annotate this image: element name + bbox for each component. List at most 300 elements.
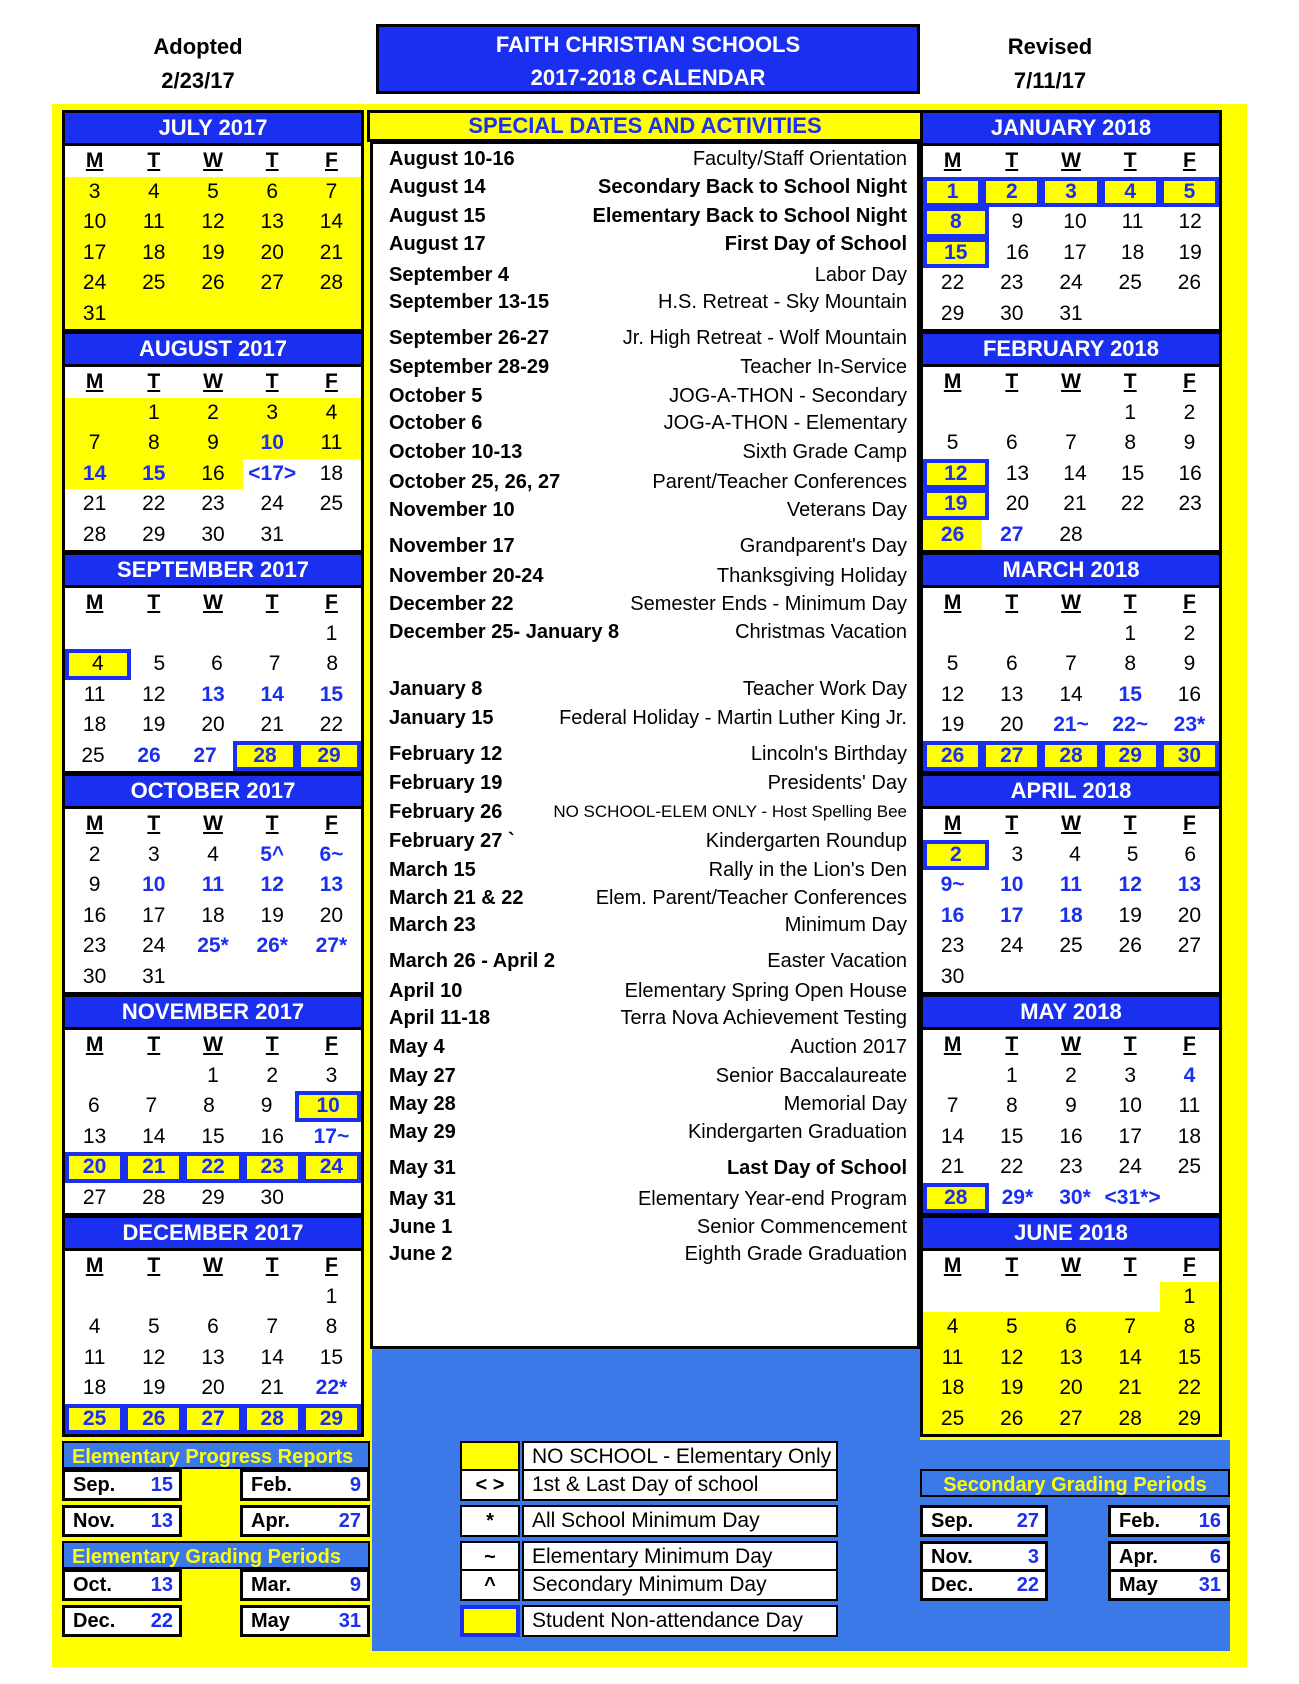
day-cell: 14 — [65, 459, 124, 490]
weekday-label: M — [85, 370, 104, 393]
weekday-label: F — [1183, 1254, 1196, 1277]
event-date: August 10-16 — [389, 148, 515, 170]
day-cell — [1160, 299, 1219, 330]
day-cell: 6 — [243, 177, 302, 208]
day-cell: 26 — [982, 1404, 1041, 1435]
day-cell: 30 — [260, 1185, 284, 1209]
weekday-label: M — [943, 149, 962, 172]
sec-grading-cell: Nov. 3 — [920, 1541, 1048, 1573]
day-cell: 1 — [325, 621, 338, 645]
event-activity: Federal Holiday - Martin Luther King Jr. — [559, 707, 907, 729]
elem-grading-cell: Mar. 9 — [240, 1569, 370, 1601]
day-cell: 25 — [319, 492, 344, 515]
elem-progress-cell: Apr. 27 — [240, 1505, 370, 1537]
weekday-header — [65, 809, 361, 840]
day-cell: 25 — [923, 1404, 982, 1435]
week-row — [923, 870, 1219, 901]
day-cell: 10 — [1000, 873, 1024, 896]
event-activity: Teacher In-Service — [740, 356, 907, 378]
day-cell: 12 — [260, 873, 284, 896]
event-activity: Jr. High Retreat - Wolf Mountain — [622, 327, 907, 349]
month-title: OCTOBER 2017 — [65, 776, 361, 809]
event-row — [373, 1089, 917, 1119]
day-cell — [243, 962, 302, 993]
day-cell: 30 — [201, 522, 225, 546]
event-date: September 4 — [389, 264, 510, 286]
day-cell: 20 — [319, 903, 344, 927]
day-cell: 9 — [1183, 431, 1196, 454]
day-cell: 7 — [145, 1094, 158, 1117]
week-row — [923, 1343, 1219, 1374]
day-cell: 4 — [1183, 1063, 1196, 1087]
day-cell: 2 — [88, 842, 101, 866]
event-row — [373, 201, 917, 231]
weekday-header — [923, 588, 1219, 619]
day-cell: 27 — [1177, 934, 1202, 957]
weekday-label: W — [203, 1033, 223, 1056]
weekday-header — [923, 367, 1219, 398]
day-cell: 13 — [1000, 682, 1024, 706]
day-cell: 9 — [88, 873, 101, 896]
week-row — [923, 428, 1219, 459]
day-cell: 16 — [1005, 240, 1030, 264]
day-cell: 23 — [1059, 1155, 1083, 1178]
revised-date: 7/11/17 — [1013, 68, 1087, 93]
day-cell: 12 — [940, 682, 965, 706]
day-cell: 27 — [1041, 1404, 1100, 1435]
calendar-title — [376, 24, 920, 94]
day-cell: 24 — [1059, 271, 1083, 294]
day-cell: 23 — [940, 934, 965, 957]
day-cell: 24 — [142, 934, 166, 957]
event-activity: Parent/Teacher Conferences — [652, 471, 907, 493]
week-row — [65, 1282, 361, 1313]
day-cell: 18 — [124, 238, 183, 269]
weekday-label: T — [265, 370, 279, 393]
day-cell: 18 — [1120, 240, 1145, 264]
event-row — [373, 768, 917, 798]
day-cell: 16 — [183, 459, 242, 490]
event-date: December 22 — [389, 593, 514, 615]
week-row — [923, 1091, 1219, 1122]
month-title: MAY 2018 — [923, 997, 1219, 1030]
day-cell: 19 — [982, 1373, 1041, 1404]
event-activity: Last Day of School — [726, 1157, 907, 1179]
event-activity: Presidents' Day — [767, 772, 907, 794]
event-row — [373, 1032, 917, 1062]
day-cell: 26 — [1118, 934, 1142, 957]
weekday-label: M — [943, 370, 962, 393]
day-cell: 14 — [142, 1124, 166, 1148]
day-cell: 9 — [183, 428, 242, 459]
day-cell: 1 — [923, 177, 982, 208]
week-row — [65, 1373, 361, 1404]
month-title: JULY 2017 — [65, 113, 361, 146]
day-cell — [124, 619, 183, 650]
day-cell — [982, 962, 1041, 993]
event-row — [373, 617, 917, 647]
day-cell: 4 — [207, 842, 219, 866]
day-cell — [982, 398, 1041, 429]
week-row — [923, 649, 1219, 680]
day-cell: 6 — [1184, 842, 1197, 866]
day-cell: 2 — [1183, 621, 1196, 645]
week-row — [65, 177, 361, 208]
event-row — [373, 855, 917, 885]
event-row — [373, 1003, 917, 1033]
weekday-label: F — [1183, 591, 1196, 614]
event-date: October 10-13 — [389, 441, 523, 463]
event-activity: Kindergarten Graduation — [687, 1121, 907, 1143]
day-cell: 21~ — [1053, 713, 1089, 736]
weekday-label: W — [1061, 1254, 1081, 1277]
event-row — [373, 1212, 917, 1242]
weekday-label: T — [1123, 591, 1137, 614]
event-activity: Veterans Day — [786, 499, 907, 521]
day-cell — [923, 1061, 982, 1092]
week-row — [65, 649, 361, 680]
week-row — [65, 428, 361, 459]
event-date: February 26 — [389, 801, 503, 823]
day-cell: 20 — [1005, 492, 1030, 515]
event-date: September 26-27 — [389, 327, 550, 349]
week-row — [65, 459, 361, 490]
day-cell: 5 — [982, 1312, 1041, 1343]
day-cell: <17> — [248, 461, 297, 485]
month-october-2017 — [62, 773, 364, 995]
weekday-header — [923, 1251, 1219, 1282]
day-cell — [1101, 962, 1160, 993]
month-february-2018 — [920, 331, 1222, 553]
day-cell: 5 — [183, 177, 242, 208]
day-cell: 1 — [124, 398, 183, 429]
day-cell: 15 — [1160, 1343, 1219, 1374]
day-cell: 5 — [1160, 177, 1219, 208]
sec-grading-cell: Dec. 22 — [920, 1569, 1048, 1601]
day-cell: 4 — [88, 1315, 101, 1338]
day-cell — [183, 299, 242, 330]
week-row — [65, 1091, 361, 1122]
day-cell: 12 — [923, 459, 989, 490]
day-cell: 28 — [233, 741, 297, 772]
day-cell: 25 — [1118, 271, 1142, 294]
day-cell: 19 — [260, 903, 284, 927]
week-row — [65, 840, 361, 871]
event-date: February 27 ` — [389, 830, 515, 852]
revised-block — [920, 30, 1180, 98]
weekday-label: F — [1183, 812, 1196, 835]
day-cell: 20 — [1177, 903, 1202, 927]
week-row — [923, 962, 1219, 993]
day-cell: 9 — [260, 1094, 273, 1117]
day-cell: 25 — [1177, 1155, 1202, 1178]
day-cell: 11 — [923, 1343, 982, 1374]
day-cell: 17~ — [313, 1124, 350, 1148]
event-row — [373, 287, 917, 317]
week-row — [923, 1404, 1219, 1435]
week-row — [923, 1061, 1219, 1092]
elem-progress-title: Elementary Progress Reports — [62, 1441, 370, 1469]
day-cell: 21 — [82, 492, 107, 515]
day-cell: 22 — [319, 713, 344, 736]
month-november-2017 — [62, 994, 364, 1216]
blue-fill-right-top — [920, 1440, 1230, 1452]
day-cell: 15 — [319, 1345, 344, 1369]
event-date: November 10 — [389, 499, 515, 521]
day-cell: 18 — [1059, 903, 1083, 927]
day-cell: 19 — [142, 713, 166, 736]
elem-progress-cell: Nov. 13 — [62, 1505, 182, 1537]
day-cell — [1041, 398, 1100, 429]
event-row — [373, 381, 917, 411]
weekday-label: M — [943, 1033, 962, 1056]
week-row — [923, 931, 1219, 962]
event-activity: Lincoln's Birthday — [750, 743, 907, 765]
day-cell: 21 — [260, 713, 284, 736]
day-cell: 17 — [65, 238, 124, 269]
weekday-label: T — [265, 149, 279, 172]
week-row — [923, 1282, 1219, 1313]
day-cell: 10 — [1118, 1094, 1142, 1117]
day-cell: 11 — [201, 873, 225, 896]
weekday-label: T — [1123, 370, 1137, 393]
day-cell — [65, 398, 124, 429]
day-cell: 12 — [1178, 210, 1202, 233]
weekday-label: T — [1123, 149, 1137, 172]
month-title: FEBRUARY 2018 — [923, 334, 1219, 367]
weekday-label: T — [1123, 1033, 1137, 1056]
event-activity: NO SCHOOL-ELEM ONLY - Host Spelling Bee — [553, 802, 907, 821]
week-row — [923, 489, 1219, 520]
day-cell: 28 — [142, 1185, 166, 1209]
event-row — [373, 352, 917, 382]
week-row — [923, 710, 1219, 741]
day-cell: 11 — [124, 207, 183, 238]
event-date: August 14 — [389, 176, 486, 198]
month-july-2017 — [62, 110, 364, 332]
day-cell: 21 — [302, 238, 361, 269]
week-row — [923, 177, 1219, 208]
weekday-label: T — [147, 591, 161, 614]
day-cell: 3 — [1041, 177, 1100, 208]
month-title: SEPTEMBER 2017 — [65, 555, 361, 588]
event-row — [373, 739, 917, 769]
day-cell: 8 — [923, 207, 989, 238]
weekday-label: W — [1061, 1033, 1081, 1056]
day-cell: 26 — [137, 743, 161, 767]
day-cell: 11 — [1059, 873, 1083, 896]
day-cell: 15 — [201, 1124, 225, 1148]
weekday-label: M — [85, 812, 104, 835]
weekday-label: W — [203, 812, 223, 835]
day-cell: 27 — [982, 741, 1041, 772]
day-cell: 20 — [201, 1376, 225, 1399]
day-cell: 17 — [1063, 240, 1087, 264]
day-cell: 27 — [82, 1185, 107, 1209]
event-date: April 11-18 — [389, 1007, 491, 1029]
day-cell: 1 — [1124, 621, 1137, 645]
day-cell: 29 — [1160, 1404, 1219, 1435]
week-row — [65, 1312, 361, 1343]
day-cell: 14 — [940, 1124, 965, 1148]
day-cell: 9 — [1183, 652, 1196, 675]
day-cell: 9 — [1011, 210, 1024, 233]
elem-grading-cell: Dec. 22 — [62, 1605, 182, 1637]
day-cell: 22 — [940, 271, 965, 294]
day-cell: 8 — [1160, 1312, 1219, 1343]
event-row — [373, 260, 917, 290]
calendar-year: 2017-2018 CALENDAR — [530, 65, 766, 90]
legend-text: NO SCHOOL - Elementary Only — [522, 1441, 838, 1473]
day-cell: 4 — [1101, 177, 1160, 208]
day-cell: 21 — [1063, 492, 1087, 515]
day-cell — [1160, 520, 1219, 551]
day-cell: 19 — [183, 238, 242, 269]
day-cell: 14 — [1063, 461, 1087, 485]
day-cell: 11 — [1178, 1094, 1201, 1117]
day-cell: 19 — [142, 1376, 166, 1399]
day-cell: 23 — [201, 492, 225, 515]
day-cell: 13 — [201, 682, 225, 706]
event-date: March 23 — [389, 914, 476, 936]
weekday-label: T — [147, 1033, 161, 1056]
day-cell: 1 — [207, 1063, 219, 1087]
weekday-label: T — [1005, 370, 1019, 393]
weekday-label: T — [1005, 591, 1019, 614]
day-cell: 25 — [124, 268, 183, 299]
day-cell: 24 — [65, 268, 124, 299]
event-activity: Elementary Spring Open House — [624, 980, 907, 1002]
day-cell: 23 — [243, 1152, 302, 1183]
day-cell: 27 — [193, 743, 217, 767]
day-cell: 31 — [260, 522, 284, 546]
day-cell: 5 — [946, 431, 959, 454]
day-cell: 28 — [302, 268, 361, 299]
day-cell — [65, 1282, 124, 1313]
day-cell — [1041, 619, 1100, 650]
week-row — [65, 299, 361, 330]
day-cell: 4 — [65, 649, 131, 680]
week-row — [923, 741, 1219, 772]
event-date: October 5 — [389, 385, 483, 407]
day-cell: 10 — [65, 207, 124, 238]
day-cell — [1160, 962, 1219, 993]
event-activity: Easter Vacation — [767, 950, 907, 972]
day-cell: 25 — [81, 743, 105, 767]
day-cell: 7 — [302, 177, 361, 208]
weekday-label: T — [147, 370, 161, 393]
month-title: APRIL 2018 — [923, 776, 1219, 809]
day-cell: 7 — [946, 1094, 959, 1117]
weekday-label: W — [1061, 812, 1081, 835]
day-cell: 15 — [1000, 1124, 1024, 1148]
day-cell — [1041, 962, 1100, 993]
week-row — [65, 520, 361, 551]
day-cell: 22* — [315, 1376, 348, 1399]
day-cell: 23* — [1173, 713, 1206, 736]
weekday-label: T — [1005, 1033, 1019, 1056]
event-row — [373, 1117, 917, 1147]
week-row — [923, 1373, 1219, 1404]
day-cell: 5 — [147, 1315, 160, 1338]
day-cell: 15 — [319, 682, 344, 706]
day-cell: 13 — [243, 207, 302, 238]
day-cell: 13 — [1177, 873, 1202, 896]
week-row — [923, 268, 1219, 299]
day-cell: 10 — [142, 873, 166, 896]
day-cell: 16 — [82, 903, 107, 927]
event-date: May 4 — [389, 1036, 445, 1058]
event-activity: Thanksgiving Holiday — [716, 565, 907, 587]
event-date: June 1 — [389, 1216, 453, 1238]
adopted-block — [68, 30, 328, 98]
weekday-label: M — [943, 591, 962, 614]
day-cell: 19 — [923, 489, 989, 520]
day-cell: 19 — [940, 713, 965, 736]
elem-grading-cell: Oct. 13 — [62, 1569, 182, 1601]
day-cell: 9 — [1065, 1094, 1077, 1117]
event-date: October 6 — [389, 412, 483, 434]
day-cell: 16 — [1059, 1124, 1083, 1148]
event-activity: Rally in the Lion's Den — [708, 859, 907, 881]
day-cell: 17 — [1000, 903, 1024, 927]
week-row — [65, 619, 361, 650]
week-row — [65, 962, 361, 993]
day-cell: 5 — [946, 652, 959, 675]
day-cell: 17 — [1118, 1124, 1142, 1148]
event-date: March 26 - April 2 — [389, 950, 555, 972]
legend-symbol: ^ — [460, 1569, 520, 1601]
event-date: May 29 — [389, 1121, 456, 1143]
event-date: January 8 — [389, 678, 483, 700]
day-cell — [923, 398, 982, 429]
weekday-label: T — [1005, 812, 1019, 835]
day-cell: 4 — [302, 398, 361, 429]
day-cell: 30* — [1059, 1185, 1091, 1209]
day-cell — [124, 299, 183, 330]
week-row — [923, 238, 1219, 269]
legend-text: 1st & Last Day of school — [522, 1469, 838, 1501]
day-cell: 1 — [1160, 1282, 1219, 1313]
weekday-label: F — [325, 591, 338, 614]
day-cell: 12 — [142, 1345, 166, 1369]
event-date: June 2 — [389, 1243, 453, 1265]
events-title: SPECIAL DATES AND ACTIVITIES — [367, 110, 923, 142]
sec-grading-title: Secondary Grading Periods — [920, 1469, 1230, 1497]
event-activity: Christmas Vacation — [735, 621, 907, 643]
day-cell — [1041, 1282, 1100, 1313]
weekday-header — [65, 1251, 361, 1282]
day-cell: 10 — [243, 428, 302, 459]
month-june-2018 — [920, 1215, 1222, 1437]
month-title: AUGUST 2017 — [65, 334, 361, 367]
weekday-label: T — [1123, 1254, 1137, 1277]
day-cell: 13 — [319, 873, 344, 896]
event-date: November 20-24 — [389, 565, 544, 587]
weekday-label: W — [1061, 370, 1081, 393]
event-row — [373, 408, 917, 438]
week-row — [923, 1122, 1219, 1153]
day-cell: 19 — [1178, 240, 1202, 264]
day-cell: 13 — [201, 1345, 225, 1369]
weekday-label: T — [1123, 812, 1137, 835]
revised-label: Revised — [1007, 34, 1093, 59]
day-cell: 16 — [940, 903, 965, 927]
weekday-label: F — [325, 1033, 338, 1056]
day-cell: 14 — [260, 1345, 284, 1369]
day-cell: 20 — [1000, 713, 1024, 736]
day-cell: 22~ — [1112, 713, 1149, 736]
